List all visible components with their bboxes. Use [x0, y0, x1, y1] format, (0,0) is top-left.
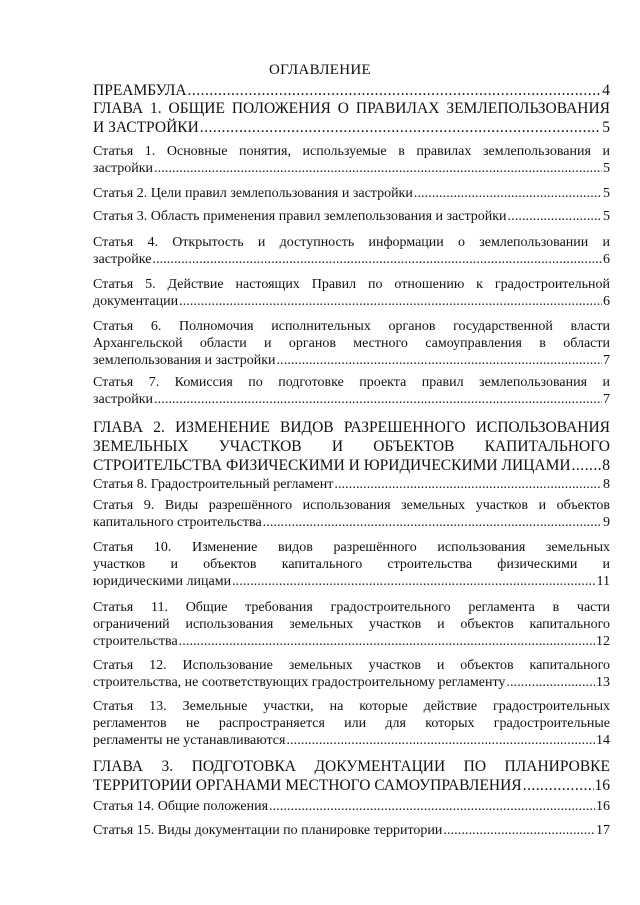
dot-leader [286, 732, 595, 749]
toc-page-number: 11 [596, 574, 610, 589]
toc-page-number: 8 [603, 477, 610, 492]
toc-article-entry[interactable] [93, 208, 610, 225]
toc-article-entry[interactable] [93, 698, 610, 749]
toc-chapter-entry[interactable] [93, 99, 610, 137]
dot-leader [523, 776, 594, 795]
toc-entry-last-line [93, 798, 610, 815]
toc-entry-text: участков и объектов капитального строительства физическими и [93, 557, 610, 572]
toc-entry-text: Статья 9. Виды разрешённого использования земельных участков и объектов [93, 498, 610, 513]
toc-article-entry[interactable] [93, 822, 610, 839]
toc-entry-last-line [93, 118, 610, 137]
toc-entry-last-line [93, 732, 610, 749]
toc-entry-last-line [93, 514, 610, 531]
toc-entry-text: ГЛАВА 3. ПОДГОТОВКА ДОКУМЕНТАЦИИ ПО ПЛАНИРОВКЕ [93, 758, 610, 775]
toc-entry-text: Статья 12. Использование земельных участков и объектов капитального [93, 658, 610, 673]
dot-leader [188, 81, 602, 100]
toc-article-entry[interactable] [93, 374, 610, 408]
toc-article-entry[interactable] [93, 143, 610, 177]
toc-entry-last-line [93, 822, 610, 839]
toc-chapter-entry[interactable] [93, 81, 610, 100]
toc-entry-text: Статья 11. Общие требования градостроительного регламента в части [93, 600, 610, 615]
toc-entry-last-line [93, 293, 610, 310]
toc-title: ОГЛАВЛЕНИЕ [269, 62, 371, 78]
toc-page-number: 13 [596, 675, 610, 690]
toc-page-number: 16 [596, 799, 610, 814]
toc-entry-text: И ЗАСТРОЙКИ [93, 119, 199, 136]
toc-page-number: 5 [603, 186, 610, 201]
toc-entry-last-line [93, 81, 610, 100]
toc-entry-text: застройки [93, 392, 154, 407]
toc-page-number: 5 [602, 119, 610, 136]
dot-leader [443, 822, 595, 839]
toc-entry-last-line [93, 456, 610, 475]
dot-leader [263, 514, 602, 531]
toc-page-number: 9 [603, 515, 610, 530]
toc-entry-text: Статья 4. Открытость и доступность информации о землепользовании и [93, 235, 610, 250]
dot-leader [200, 118, 601, 137]
toc-entry-last-line [93, 573, 610, 590]
toc-entry-last-line [93, 160, 610, 177]
toc-page-number: 4 [602, 82, 610, 99]
dot-leader [508, 208, 602, 225]
dot-leader [154, 160, 602, 177]
toc-page-number: 7 [603, 353, 610, 368]
toc-entry-text: землепользования и застройки [93, 353, 276, 368]
toc-entry-text: юридическими лицами [93, 574, 232, 589]
toc-entry-text: ПРЕАМБУЛА [93, 82, 187, 99]
toc-entry-text: Архангельской области и органов местного самоуправления в области [93, 336, 610, 351]
toc-article-entry[interactable] [93, 497, 610, 531]
toc-entry-last-line [93, 208, 610, 225]
toc-entry-text: Статья 13. Земельные участки, на которые действие градостроительных [93, 699, 610, 714]
toc-page-number: 12 [596, 634, 610, 649]
toc-entry-text: регламенты не устанавливаются [93, 733, 286, 748]
toc-page-number: 5 [603, 209, 610, 224]
toc-chapter-entry[interactable] [93, 418, 610, 475]
toc-entry-text: ЗЕМЕЛЬНЫХ УЧАСТКОВ И ОБЪЕКТОВ КАПИТАЛЬНОГО [93, 438, 610, 455]
dot-leader [179, 633, 595, 650]
dot-leader [334, 476, 602, 493]
toc-entry-text: капитального строительства [93, 515, 262, 530]
toc-entry-text: Статья 6. Полномочия исполнительных органов государственной власти [93, 319, 610, 334]
dot-leader [179, 293, 602, 310]
toc-entry-last-line [93, 352, 610, 369]
toc-entry-last-line [93, 633, 610, 650]
toc-entry-last-line [93, 251, 610, 268]
toc-chapter-entry[interactable] [93, 757, 610, 795]
toc-entry-text: регламентов не распространяется или для которых градостроительные [93, 716, 610, 731]
dot-leader [277, 352, 602, 369]
toc-article-entry[interactable] [93, 318, 610, 369]
toc-article-entry[interactable] [93, 539, 610, 590]
toc-page-number: 17 [596, 823, 610, 838]
toc-page-number: 6 [603, 252, 610, 267]
toc-entry-text: ТЕРРИТОРИИ ОРГАНАМИ МЕСТНОГО САМОУПРАВЛЕНИЯ [93, 777, 522, 794]
dot-leader [414, 185, 602, 202]
toc-entry-text: Статья 7. Комиссия по подготовке проекта правил землепользования и [93, 375, 610, 390]
toc-page-number: 6 [603, 294, 610, 309]
toc-entry-text: Статья 1. Основные понятия, используемые в правилах землепользования и [93, 144, 610, 159]
toc-article-entry[interactable] [93, 657, 610, 691]
toc-entry-text: ГЛАВА 1. ОБЩИЕ ПОЛОЖЕНИЯ О ПРАВИЛАХ ЗЕМЛЕПОЛЬЗОВАНИЯ [93, 100, 610, 117]
toc-entry-last-line [93, 776, 610, 795]
toc-entry-text: Статья 15. Виды документации по планировке территории [93, 823, 443, 838]
toc-entry-text: Статья 14. Общие положения [93, 799, 269, 814]
toc-entry-last-line [93, 476, 610, 493]
toc-article-entry[interactable] [93, 599, 610, 650]
toc-article-entry[interactable] [93, 476, 610, 493]
toc-entry-text: Статья 3. Область применения правил землепользования и застройки [93, 209, 507, 224]
toc-entry-last-line [93, 185, 610, 202]
toc-page-number: 8 [602, 457, 610, 474]
toc-entry-text: Статья 8. Градостроительный регламент [93, 477, 334, 492]
toc-page-number: 16 [594, 777, 610, 794]
dot-leader [232, 573, 595, 590]
toc-entry-last-line [93, 674, 610, 691]
toc-entry-text: ограничений использования земельных участков и объектов капитального [93, 617, 610, 632]
toc-entry-text: Статья 5. Действие настоящих Правил по отношению к градостроительной [93, 277, 610, 292]
dot-leader [572, 456, 602, 475]
toc-entry-text: ГЛАВА 2. ИЗМЕНЕНИЕ ВИДОВ РАЗРЕШЕННОГО ИСПОЛЬЗОВАНИЯ [93, 419, 610, 436]
toc-entry-text: Статья 10. Изменение видов разрешённого использования земельных [93, 540, 610, 555]
toc-article-entry[interactable] [93, 234, 610, 268]
toc-page-number: 7 [603, 392, 610, 407]
dot-leader [152, 251, 602, 268]
toc-entry-text: СТРОИТЕЛЬСТВА ФИЗИЧЕСКИМИ И ЮРИДИЧЕСКИМИ ЛИЦАМИ [93, 457, 571, 474]
toc-article-entry[interactable] [93, 185, 610, 202]
toc-entry-last-line [93, 391, 610, 408]
toc-entry-text: застройки [93, 161, 154, 176]
toc-entry-text: документации [93, 294, 179, 309]
toc-entry-text: застройке [93, 252, 152, 267]
toc-page-number: 5 [603, 161, 610, 176]
dot-leader [269, 798, 595, 815]
dot-leader [154, 391, 602, 408]
toc-entry-text: Статья 2. Цели правил землепользования и застройки [93, 186, 413, 201]
dot-leader [506, 674, 595, 691]
toc-entry-text: строительства [93, 634, 178, 649]
toc-page-number: 14 [596, 733, 610, 748]
toc-entry-text: строительства, не соответствующих градостроительному регламенту [93, 675, 506, 690]
toc-article-entry[interactable] [93, 798, 610, 815]
toc-article-entry[interactable] [93, 276, 610, 310]
